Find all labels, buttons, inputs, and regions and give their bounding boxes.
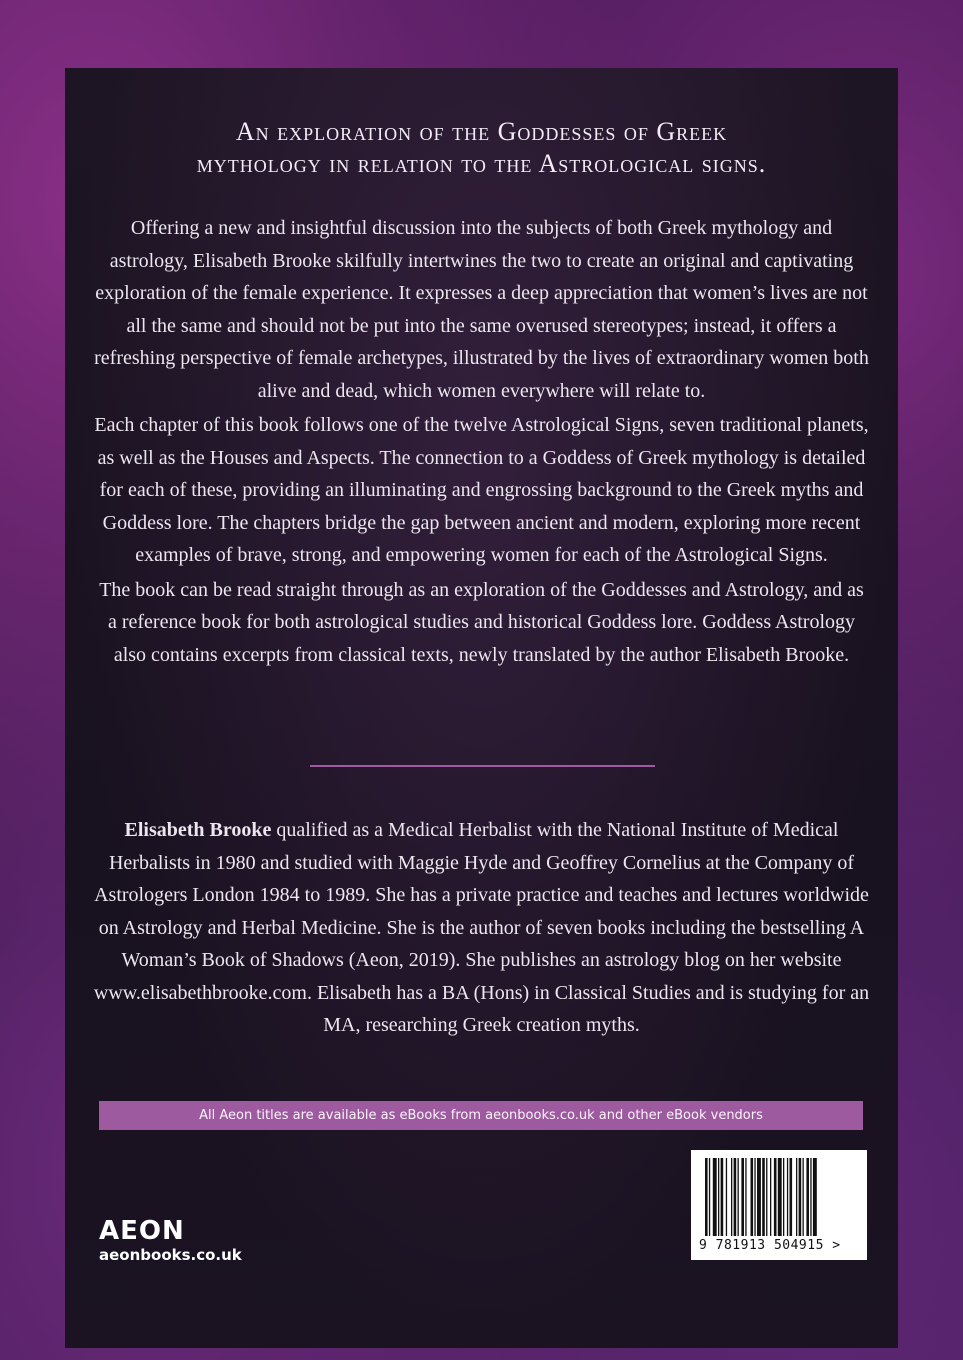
publisher-website[interactable]: aeonbooks.co.uk — [99, 1246, 242, 1264]
back-cover-panel — [65, 68, 898, 1348]
headline-line-1: An exploration of the Goddesses of Greek — [235, 117, 728, 146]
blurb — [93, 212, 870, 673]
blurb-paragraph-2: Each chapter of this book follows one of the twelve Astrological Signs, seven traditional planets, as well as the Houses and Aspects. The connection to a Goddess of Greek mythology is detailed for each of these, providing an illuminating and engrossing background to the Greek myths and Goddess lore. The chapters bridge the gap between ancient and modern, exploring more recent examples of brave, strong, and empowering women for each of the Astrological Signs. — [94, 414, 869, 566]
publisher-logo: AEON — [99, 1216, 185, 1246]
isbn-barcode — [691, 1150, 867, 1260]
author-name: Elisabeth Brooke — [124, 819, 272, 841]
author-bio — [93, 814, 870, 1042]
divider-rule — [310, 765, 655, 767]
ebook-notice-bar — [99, 1101, 863, 1130]
cover-headline — [65, 116, 898, 180]
blurb-paragraph-1: Offering a new and insightful discussion into the subjects of both Greek mythology and astrology, Elisabeth Brooke skilfully intertwines the two to create an original and captivating exploration of the female experience. It expresses a deep appreciation that women’s lives are not all the same and should not be put into the same overused stereotypes; instead, it offers a refreshing perspective of female archetypes, illustrated by the lives of extraordinary women both alive and dead, which women everywhere will relate to. — [94, 217, 869, 402]
isbn-number: 9 781913 504915 > — [699, 1238, 841, 1253]
blurb-paragraph-3: The book can be read straight through as an exploration of the Goddesses and Astrology, and as a reference book for both astrological studies and historical Goddess lore. Goddess Astrology also contains excerpts from classical texts, newly translated by the author Elisabeth Brooke. — [99, 578, 864, 666]
author-bio-text: qualified as a Medical Herbalist with the National Institute of Medical Herbalists in 1980 and studied with Maggie Hyde and Geoffrey Cornelius at the Company of Astrologers London 1984 to 1989. She has a private practice and teaches and lectures worldwide on Astrology and Herbal Medicine. She is the author of seven books including the bestselling A Woman’s Book of Shadows (Aeon, 2019). She publishes an astrology blog on her website www.elisabethbrooke.com. Elisabeth has a BA (Hons) in Classical Studies and is studying for an MA, researching Greek creation myths. — [93, 819, 870, 1036]
barcode-bars-icon — [705, 1158, 853, 1236]
headline-line-2: mythology in relation to the Astrological signs. — [196, 149, 767, 178]
ebook-notice-text: All Aeon titles are available as eBooks from aeonbooks.co.uk and other eBook vendors — [199, 1108, 763, 1123]
